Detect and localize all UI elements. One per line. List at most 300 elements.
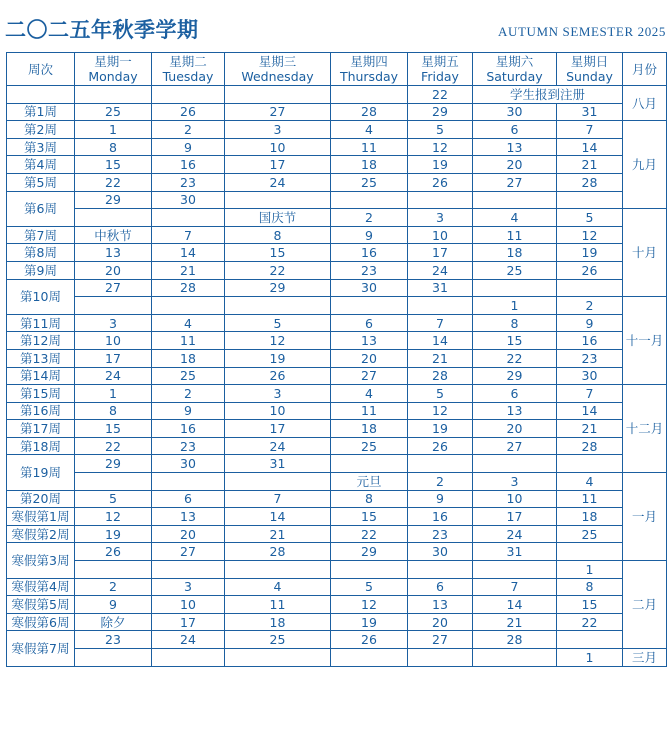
day-cell: 8 [331,490,408,508]
day-cell: 26 [152,103,225,121]
day-cell: 2 [557,297,623,315]
day-cell [75,561,152,579]
day-cn: 星期二 [169,54,207,69]
day-cell: 19 [408,420,473,438]
day-cell: 10 [152,596,225,614]
title-english: AUTUMN SEMESTER 2025 [497,24,666,39]
day-cell: 22 [75,173,152,191]
day-cell: 2 [152,385,225,403]
day-en: Sunday [566,69,613,84]
day-cell: 30 [152,455,225,473]
day-cell: 3 [225,121,331,139]
day-cell: 17 [225,420,331,438]
day-cell [331,649,408,667]
month-cell: 八月 [623,86,667,121]
day-cell: 11 [331,402,408,420]
day-cell: 16 [152,156,225,174]
table-row [7,297,667,315]
day-cell: 23 [152,437,225,455]
day-cell: 23 [331,261,408,279]
day-cell [225,473,331,491]
day-cell: 29 [75,191,152,209]
day-cell: 30 [331,279,408,297]
day-cell: 10 [225,402,331,420]
day-cell: 4 [152,314,225,332]
column-header-month: 月份 [623,53,667,86]
day-cell: 5 [75,490,152,508]
day-cell: 27 [225,103,331,121]
week-cell: 第11周 [7,314,75,332]
table-row [7,561,667,579]
day-cell: 25 [557,525,623,543]
day-cell [331,455,408,473]
week-cell: 第6周 [7,191,75,226]
day-cell: 13 [152,508,225,526]
table-row [7,173,667,191]
table-row [7,437,667,455]
day-cell: 16 [408,508,473,526]
day-cell: 11 [225,596,331,614]
holiday-cell: 国庆节 [225,209,331,227]
day-cell: 28 [331,103,408,121]
week-cell: 寒假第2周 [7,525,75,543]
day-cell: 29 [225,279,331,297]
day-cell [473,649,557,667]
week-cell: 寒假第5周 [7,596,75,614]
day-cell: 7 [557,121,623,139]
day-cell [557,191,623,209]
table-row [7,596,667,614]
table-row [7,367,667,385]
day-cell [408,649,473,667]
month-cell: 一月 [623,473,667,561]
day-cell: 6 [408,578,473,596]
day-cell: 12 [75,508,152,526]
day-cell: 13 [75,244,152,262]
day-cell: 7 [408,314,473,332]
day-cell: 4 [557,473,623,491]
day-cell: 19 [225,349,331,367]
day-cell: 24 [225,437,331,455]
day-cell: 25 [331,437,408,455]
day-cell: 11 [331,138,408,156]
day-cell [331,191,408,209]
day-cell: 4 [331,121,408,139]
day-cell: 30 [152,191,225,209]
column-header-day [557,53,623,86]
day-cell: 11 [557,490,623,508]
day-cell: 12 [331,596,408,614]
week-cell: 寒假第3周 [7,543,75,578]
day-cell: 8 [473,314,557,332]
day-cell: 5 [225,314,331,332]
day-cell: 6 [473,385,557,403]
holiday-cell: 除夕 [75,613,152,631]
day-cell: 24 [473,525,557,543]
table-row [7,508,667,526]
day-cell: 26 [331,631,408,649]
table-row [7,138,667,156]
day-cell: 9 [152,138,225,156]
month-cell: 九月 [623,121,667,209]
week-cell: 第12周 [7,332,75,350]
day-cell [152,561,225,579]
holiday-cell: 中秋节 [75,226,152,244]
day-en: Thursday [339,69,399,84]
day-cell: 5 [331,578,408,596]
day-cell: 15 [557,596,623,614]
day-cell: 24 [225,173,331,191]
day-cell: 21 [152,261,225,279]
day-cell: 2 [152,121,225,139]
day-cell: 29 [75,455,152,473]
table-row [7,473,667,491]
day-cell: 15 [331,508,408,526]
day-cell [152,209,225,227]
day-cell: 26 [557,261,623,279]
day-cell: 18 [152,349,225,367]
day-cell: 8 [557,578,623,596]
week-cell: 第2周 [7,121,75,139]
day-cell: 20 [331,349,408,367]
day-cell: 27 [473,173,557,191]
day-cell [408,455,473,473]
day-cell: 8 [225,226,331,244]
day-cell: 18 [225,613,331,631]
table-row [7,631,667,649]
day-cell: 2 [408,473,473,491]
day-cell: 22 [331,525,408,543]
day-cell: 27 [75,279,152,297]
day-cell: 20 [408,613,473,631]
day-cell: 10 [473,490,557,508]
day-cell: 22 [557,613,623,631]
day-cell: 28 [408,367,473,385]
day-cell: 20 [75,261,152,279]
day-cell [473,191,557,209]
day-en: Monday [88,69,138,84]
day-cell [557,543,623,561]
day-cell [408,297,473,315]
day-cell: 3 [152,578,225,596]
column-header-day [152,53,225,86]
week-cell [7,86,75,104]
day-cell: 4 [225,578,331,596]
day-cell: 22 [473,349,557,367]
day-cell: 24 [152,631,225,649]
table-row [7,420,667,438]
day-cell: 19 [408,156,473,174]
day-cell [75,86,152,104]
day-cell: 14 [473,596,557,614]
table-row [7,209,667,227]
day-cell: 7 [473,578,557,596]
day-cell: 3 [473,473,557,491]
day-cell: 31 [557,103,623,121]
day-cell: 7 [225,490,331,508]
day-cell [331,297,408,315]
day-cell: 17 [473,508,557,526]
day-cell [75,297,152,315]
day-cell: 28 [557,173,623,191]
week-cell: 第13周 [7,349,75,367]
day-cell: 22 [408,86,473,104]
day-cell: 19 [331,613,408,631]
day-cell [331,561,408,579]
day-cell: 25 [152,367,225,385]
day-cell: 12 [408,138,473,156]
day-cell: 12 [225,332,331,350]
week-cell: 第10周 [7,279,75,314]
day-cell: 25 [75,103,152,121]
day-cell: 27 [331,367,408,385]
day-cn: 星期四 [350,54,388,69]
day-cell: 23 [557,349,623,367]
week-cell: 第7周 [7,226,75,244]
day-cell [152,297,225,315]
table-row [7,649,667,667]
day-cell: 16 [152,420,225,438]
day-cell: 14 [152,244,225,262]
day-cell: 15 [225,244,331,262]
day-cn: 星期一 [94,54,132,69]
day-cell: 17 [225,156,331,174]
day-cell [225,297,331,315]
day-cell [152,649,225,667]
week-cell: 第16周 [7,402,75,420]
day-cell: 3 [225,385,331,403]
day-cell: 11 [473,226,557,244]
day-cell: 28 [225,543,331,561]
day-cell: 28 [557,437,623,455]
day-cell: 27 [408,631,473,649]
day-cell [152,473,225,491]
week-cell: 第14周 [7,367,75,385]
day-cell: 8 [75,402,152,420]
week-cell: 第20周 [7,490,75,508]
week-cell: 第18周 [7,437,75,455]
semester-calendar-table [6,52,667,667]
day-cell: 29 [473,367,557,385]
table-row [7,455,667,473]
day-cell: 6 [152,490,225,508]
day-cell: 24 [75,367,152,385]
day-cell: 22 [225,261,331,279]
day-cell: 1 [557,649,623,667]
day-cell: 30 [473,103,557,121]
day-cell: 20 [473,156,557,174]
day-cell: 18 [557,508,623,526]
day-cell: 11 [152,332,225,350]
week-cell: 第9周 [7,261,75,279]
day-cell [225,191,331,209]
week-cell: 寒假第7周 [7,631,75,666]
day-cell [225,649,331,667]
day-cell: 21 [225,525,331,543]
day-cell [75,473,152,491]
day-cell: 31 [473,543,557,561]
table-row [7,349,667,367]
day-cell: 5 [408,121,473,139]
week-cell: 寒假第6周 [7,613,75,631]
day-cell: 3 [75,314,152,332]
day-cell: 2 [331,209,408,227]
table-row [7,332,667,350]
table-row [7,226,667,244]
day-cell [473,561,557,579]
day-cell [473,279,557,297]
day-cell [331,86,408,104]
day-cell [75,649,152,667]
day-cell: 23 [152,173,225,191]
day-cell: 17 [75,349,152,367]
day-cell: 1 [75,385,152,403]
day-cell: 26 [75,543,152,561]
day-cell: 15 [75,156,152,174]
day-cell: 31 [408,279,473,297]
day-cell [473,455,557,473]
day-cell: 29 [331,543,408,561]
day-cell: 18 [331,420,408,438]
month-cell: 十月 [623,209,667,297]
day-cell [408,561,473,579]
day-cell: 25 [331,173,408,191]
table-row [7,402,667,420]
day-cell: 21 [473,613,557,631]
week-cell: 第5周 [7,173,75,191]
day-cell: 23 [75,631,152,649]
day-cell: 4 [331,385,408,403]
day-cell: 20 [473,420,557,438]
table-row [7,314,667,332]
day-cell: 9 [557,314,623,332]
week-cell: 第8周 [7,244,75,262]
day-cell: 9 [331,226,408,244]
day-cell: 27 [152,543,225,561]
day-cell: 14 [557,402,623,420]
day-cell: 19 [75,525,152,543]
day-en: Wednesday [241,69,314,84]
table-row [7,279,667,297]
week-cell: 寒假第1周 [7,508,75,526]
day-cell: 15 [75,420,152,438]
header-row [7,53,667,86]
day-cell: 27 [473,437,557,455]
day-cell: 13 [408,596,473,614]
day-cell: 17 [408,244,473,262]
day-cell: 28 [152,279,225,297]
table-row [7,86,667,104]
table-row [7,191,667,209]
table-row [7,261,667,279]
table-row [7,613,667,631]
day-cell: 7 [152,226,225,244]
day-en: Saturday [486,69,543,84]
day-cell: 30 [557,367,623,385]
day-cell: 5 [408,385,473,403]
day-cell: 13 [473,402,557,420]
week-cell: 第19周 [7,455,75,490]
day-cell: 19 [557,244,623,262]
week-cell: 第3周 [7,138,75,156]
day-cell: 1 [75,121,152,139]
day-cell [557,455,623,473]
day-cell: 17 [152,613,225,631]
day-cell: 4 [473,209,557,227]
day-cell: 24 [408,261,473,279]
day-cn: 星期五 [421,54,459,69]
day-cn: 星期三 [258,54,297,69]
table-row [7,578,667,596]
day-cell: 13 [473,138,557,156]
day-cell: 6 [331,314,408,332]
day-cell: 16 [557,332,623,350]
day-cell: 21 [557,420,623,438]
column-header-day [473,53,557,86]
day-cell [557,279,623,297]
day-cell: 9 [75,596,152,614]
day-cell: 6 [473,121,557,139]
day-cell: 20 [152,525,225,543]
table-row [7,490,667,508]
day-cell: 9 [408,490,473,508]
day-cell: 12 [408,402,473,420]
title-chinese: 二〇二五年秋季学期 [5,18,199,42]
day-cell: 14 [557,138,623,156]
month-cell: 十二月 [623,385,667,473]
month-cell: 二月 [623,561,667,649]
holiday-cell: 元旦 [331,473,408,491]
day-en: Friday [421,69,459,84]
day-cell [408,191,473,209]
day-cell: 21 [557,156,623,174]
day-cn: 星期六 [495,54,534,69]
week-cell: 第4周 [7,156,75,174]
day-cell: 2 [75,578,152,596]
column-header-week: 周次 [7,53,75,86]
day-cell: 31 [225,455,331,473]
day-cell: 18 [473,244,557,262]
day-cell: 16 [331,244,408,262]
column-header-day [408,53,473,86]
table-row [7,525,667,543]
page-header [0,0,672,50]
table-row [7,244,667,262]
day-cell [557,631,623,649]
week-cell: 第15周 [7,385,75,403]
day-cell: 26 [408,437,473,455]
day-cell: 8 [75,138,152,156]
day-cell: 5 [557,209,623,227]
month-cell: 十一月 [623,297,667,385]
day-cell [152,86,225,104]
day-cell: 25 [225,631,331,649]
day-cell: 21 [408,349,473,367]
column-header-day [225,53,331,86]
month-cell: 三月 [623,649,667,667]
day-cell: 15 [473,332,557,350]
week-cell: 第1周 [7,103,75,121]
day-cell [75,209,152,227]
day-cell: 30 [408,543,473,561]
table-row [7,156,667,174]
column-header-day [75,53,152,86]
day-cell: 14 [408,332,473,350]
day-cell: 9 [152,402,225,420]
table-row [7,543,667,561]
day-cn: 星期日 [570,54,609,69]
day-cell: 22 [75,437,152,455]
